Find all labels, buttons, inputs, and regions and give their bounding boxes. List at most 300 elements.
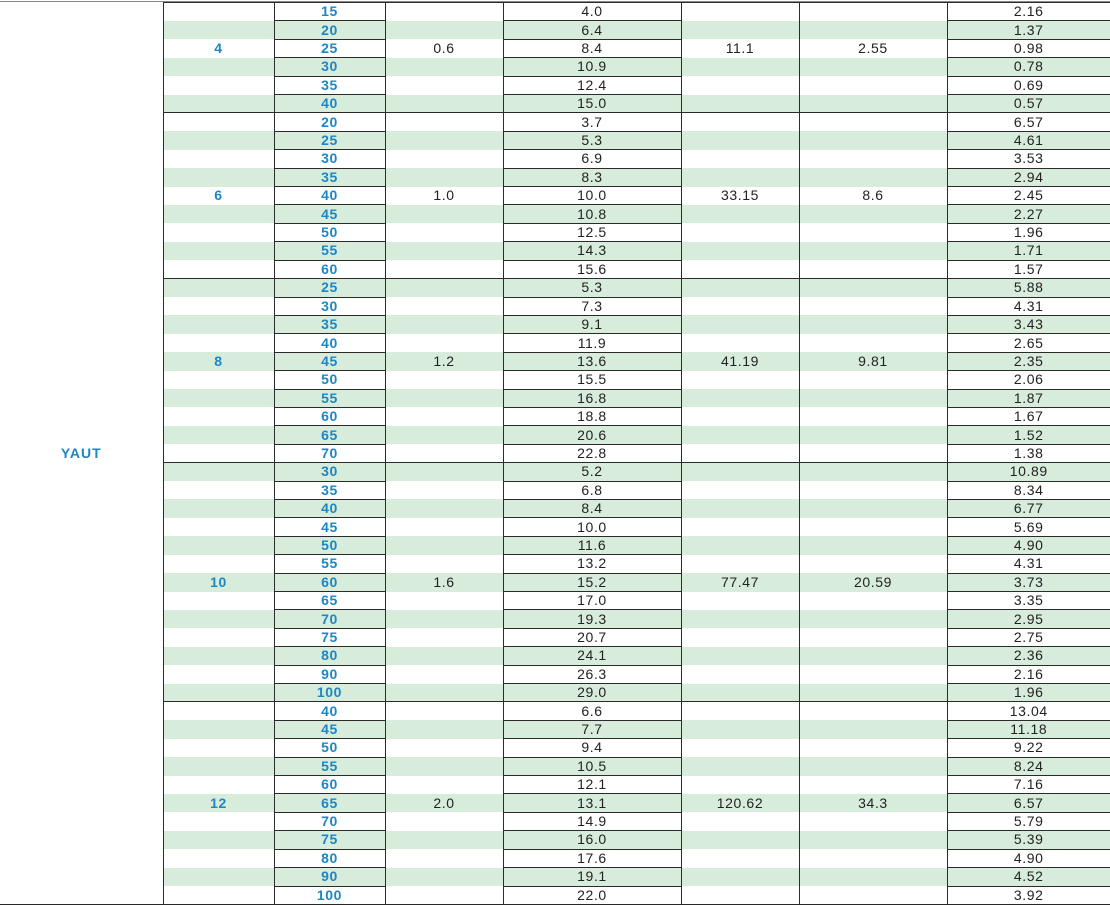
size-cell: 12 [163,794,274,812]
area-cell [681,279,799,297]
area-cell [681,407,799,425]
length-cell: 45 [274,352,385,370]
area-cell [681,131,799,149]
area-cell [681,444,799,462]
load-cell: 10.8 [503,205,681,223]
load-cell: 6.9 [503,150,681,168]
ratio-cell: 5.39 [947,831,1110,849]
pitch-cell [385,592,503,610]
load-cell: 17.0 [503,592,681,610]
pitch-cell [385,812,503,830]
value-cell [799,665,947,683]
pitch-cell [385,297,503,315]
ratio-cell: 3.92 [947,886,1110,904]
ratio-cell: 1.96 [947,684,1110,702]
size-cell [163,168,274,186]
ratio-cell: 8.24 [947,757,1110,775]
table-row [0,463,1110,481]
ratio-cell: 2.95 [947,610,1110,628]
size-cell [163,886,274,904]
load-cell: 22.0 [503,886,681,904]
table-row [0,757,1110,775]
table-row [0,39,1110,57]
pitch-cell [385,260,503,278]
area-cell [681,555,799,573]
size-cell [163,555,274,573]
table-row [0,536,1110,554]
area-cell [681,831,799,849]
ratio-cell: 11.18 [947,720,1110,738]
value-cell [799,849,947,867]
area-cell: 41.19 [681,352,799,370]
value-cell [799,444,947,462]
area-cell [681,3,799,21]
load-cell: 10.5 [503,757,681,775]
length-cell: 55 [274,389,385,407]
length-cell: 20 [274,113,385,131]
load-cell: 9.1 [503,315,681,333]
area-cell [681,739,799,757]
table-row [0,481,1110,499]
value-cell [799,628,947,646]
area-cell [681,812,799,830]
table-row [0,592,1110,610]
load-cell: 6.4 [503,21,681,39]
ratio-cell: 5.79 [947,812,1110,830]
value-cell [799,757,947,775]
pitch-cell [385,76,503,94]
size-cell [163,499,274,517]
ratio-cell: 4.31 [947,297,1110,315]
length-cell: 30 [274,463,385,481]
value-cell [799,260,947,278]
load-cell: 10.9 [503,58,681,76]
size-cell [163,849,274,867]
ratio-cell: 0.69 [947,76,1110,94]
table-row [0,499,1110,517]
length-cell: 50 [274,371,385,389]
length-cell: 65 [274,592,385,610]
area-cell [681,499,799,517]
length-cell: 30 [274,150,385,168]
pitch-cell: 1.6 [385,573,503,591]
size-cell: 10 [163,573,274,591]
length-cell: 35 [274,481,385,499]
value-cell [799,647,947,665]
length-cell: 65 [274,426,385,444]
length-cell: 100 [274,886,385,904]
size-cell [163,536,274,554]
length-cell: 90 [274,665,385,683]
length-cell: 45 [274,720,385,738]
ratio-cell: 1.71 [947,242,1110,260]
table-row [0,573,1110,591]
value-cell [799,868,947,886]
value-cell [799,886,947,904]
table-row [0,628,1110,646]
table-row [0,665,1110,683]
load-cell: 3.7 [503,113,681,131]
table-row [0,205,1110,223]
area-cell [681,113,799,131]
load-cell: 16.0 [503,831,681,849]
ratio-cell: 2.75 [947,628,1110,646]
ratio-cell: 7.16 [947,776,1110,794]
load-cell: 4.0 [503,3,681,21]
table-row [0,150,1110,168]
size-cell [163,297,274,315]
ratio-cell: 2.36 [947,647,1110,665]
size-cell: 8 [163,352,274,370]
size-cell [163,76,274,94]
value-cell [799,776,947,794]
table-row [0,868,1110,886]
table-row [0,720,1110,738]
load-cell: 6.6 [503,702,681,720]
size-cell [163,812,274,830]
ratio-cell: 4.90 [947,849,1110,867]
ratio-cell: 4.31 [947,555,1110,573]
size-cell: 6 [163,187,274,205]
value-cell: 34.3 [799,794,947,812]
table-row [0,260,1110,278]
ratio-cell: 4.90 [947,536,1110,554]
load-cell: 15.0 [503,95,681,113]
load-cell: 13.6 [503,352,681,370]
value-cell [799,555,947,573]
table-row [0,812,1110,830]
size-cell [163,58,274,76]
pitch-cell [385,168,503,186]
ratio-cell: 2.27 [947,205,1110,223]
length-cell: 60 [274,407,385,425]
load-cell: 11.9 [503,334,681,352]
spec-table-body [0,3,1110,905]
length-cell: 55 [274,555,385,573]
ratio-cell: 2.65 [947,334,1110,352]
ratio-cell: 2.16 [947,665,1110,683]
length-cell: 45 [274,205,385,223]
load-cell: 17.6 [503,849,681,867]
load-cell: 6.8 [503,481,681,499]
table-row [0,113,1110,131]
length-cell: 30 [274,297,385,315]
length-cell: 40 [274,334,385,352]
value-cell [799,334,947,352]
pitch-cell: 1.2 [385,352,503,370]
value-cell [799,592,947,610]
load-cell: 15.2 [503,573,681,591]
ratio-cell: 3.43 [947,315,1110,333]
length-cell: 60 [274,260,385,278]
area-cell [681,242,799,260]
area-cell [681,334,799,352]
ratio-cell: 2.06 [947,371,1110,389]
ratio-cell: 9.22 [947,739,1110,757]
area-cell [681,684,799,702]
ratio-cell: 2.45 [947,187,1110,205]
area-cell [681,592,799,610]
table-row [0,444,1110,462]
value-cell [799,113,947,131]
area-cell [681,886,799,904]
area-cell [681,868,799,886]
value-cell [799,831,947,849]
load-cell: 19.1 [503,868,681,886]
value-cell [799,168,947,186]
ratio-cell: 2.16 [947,3,1110,21]
ratio-cell: 1.37 [947,21,1110,39]
area-cell [681,720,799,738]
table-row [0,95,1110,113]
load-cell: 12.1 [503,776,681,794]
table-row [0,131,1110,149]
pitch-cell [385,499,503,517]
pitch-cell [385,389,503,407]
ratio-cell: 1.87 [947,389,1110,407]
area-cell [681,76,799,94]
pitch-cell [385,555,503,573]
value-cell: 9.81 [799,352,947,370]
table-row [0,610,1110,628]
value-cell [799,720,947,738]
size-cell [163,481,274,499]
area-cell [681,702,799,720]
pitch-cell [385,223,503,241]
table-row [0,407,1110,425]
area-cell [681,297,799,315]
length-cell: 45 [274,518,385,536]
pitch-cell [385,407,503,425]
table-row [0,849,1110,867]
length-cell: 55 [274,757,385,775]
load-cell: 24.1 [503,647,681,665]
size-cell [163,407,274,425]
area-cell [681,21,799,39]
area-cell [681,371,799,389]
pitch-cell [385,371,503,389]
length-cell: 30 [274,58,385,76]
value-cell [799,518,947,536]
value-cell [799,407,947,425]
area-cell [681,518,799,536]
value-cell [799,610,947,628]
size-cell [163,95,274,113]
size-cell [163,518,274,536]
pitch-cell [385,831,503,849]
length-cell: 40 [274,702,385,720]
ratio-cell: 1.57 [947,260,1110,278]
value-cell [799,315,947,333]
table-row [0,684,1110,702]
size-cell [163,628,274,646]
length-cell: 35 [274,76,385,94]
size-cell [163,684,274,702]
size-cell [163,371,274,389]
area-cell [681,205,799,223]
pitch-cell [385,58,503,76]
length-cell: 20 [274,21,385,39]
table-row [0,739,1110,757]
pitch-cell [385,95,503,113]
area-cell [681,463,799,481]
value-cell [799,242,947,260]
size-cell [163,260,274,278]
pitch-cell [385,536,503,554]
length-cell: 25 [274,279,385,297]
table-row [0,279,1110,297]
size-cell [163,463,274,481]
value-cell [799,702,947,720]
length-cell: 35 [274,168,385,186]
value-cell [799,812,947,830]
area-cell [681,849,799,867]
series-label: YAUT [0,3,163,905]
area-cell [681,426,799,444]
area-cell [681,260,799,278]
value-cell [799,150,947,168]
area-cell [681,58,799,76]
table-row [0,371,1110,389]
load-cell: 14.9 [503,812,681,830]
pitch-cell [385,334,503,352]
ratio-cell: 5.88 [947,279,1110,297]
length-cell: 75 [274,628,385,646]
length-cell: 50 [274,223,385,241]
value-cell [799,739,947,757]
length-cell: 100 [274,684,385,702]
size-cell [163,3,274,21]
value-cell: 2.55 [799,39,947,57]
table-row [0,297,1110,315]
area-cell [681,610,799,628]
ratio-cell: 3.53 [947,150,1110,168]
value-cell [799,536,947,554]
load-cell: 26.3 [503,665,681,683]
value-cell: 20.59 [799,573,947,591]
pitch-cell [385,3,503,21]
length-cell: 80 [274,849,385,867]
load-cell: 20.7 [503,628,681,646]
pitch-cell [385,131,503,149]
size-cell [163,223,274,241]
table-row [0,426,1110,444]
size-cell: 4 [163,39,274,57]
pitch-cell [385,444,503,462]
area-cell [681,315,799,333]
pitch-cell: 2.0 [385,794,503,812]
value-cell [799,131,947,149]
pitch-cell [385,739,503,757]
value-cell [799,684,947,702]
pitch-cell [385,113,503,131]
load-cell: 15.6 [503,260,681,278]
ratio-cell: 2.35 [947,352,1110,370]
size-cell [163,776,274,794]
value-cell [799,297,947,315]
load-cell: 18.8 [503,407,681,425]
size-cell [163,242,274,260]
table-row [0,776,1110,794]
size-cell [163,757,274,775]
ratio-cell: 6.77 [947,499,1110,517]
ratio-cell: 3.73 [947,573,1110,591]
table-row [0,187,1110,205]
size-cell [163,21,274,39]
pitch-cell: 1.0 [385,187,503,205]
value-cell [799,21,947,39]
size-cell [163,739,274,757]
pitch-cell [385,315,503,333]
table-row [0,168,1110,186]
length-cell: 70 [274,812,385,830]
area-cell: 77.47 [681,573,799,591]
ratio-cell: 1.67 [947,407,1110,425]
size-cell [163,868,274,886]
load-cell: 13.1 [503,794,681,812]
pitch-cell [385,684,503,702]
table-row [0,886,1110,904]
ratio-cell: 0.78 [947,58,1110,76]
area-cell [681,647,799,665]
table-row [0,555,1110,573]
value-cell [799,58,947,76]
area-cell [681,168,799,186]
area-cell [681,95,799,113]
area-cell [681,150,799,168]
length-cell: 60 [274,573,385,591]
length-cell: 65 [274,794,385,812]
ratio-cell: 3.35 [947,592,1110,610]
load-cell: 8.4 [503,39,681,57]
load-cell: 9.4 [503,739,681,757]
ratio-cell: 4.52 [947,868,1110,886]
value-cell [799,279,947,297]
table-row [0,223,1110,241]
area-cell [681,776,799,794]
table-row [0,831,1110,849]
size-cell [163,831,274,849]
load-cell: 10.0 [503,518,681,536]
pitch-cell: 0.6 [385,39,503,57]
ratio-cell: 13.04 [947,702,1110,720]
area-cell: 33.15 [681,187,799,205]
table-row [0,242,1110,260]
ratio-cell: 1.96 [947,223,1110,241]
length-cell: 40 [274,499,385,517]
ratio-cell: 4.61 [947,131,1110,149]
length-cell: 40 [274,95,385,113]
table-row [0,3,1110,21]
value-cell [799,95,947,113]
value-cell [799,463,947,481]
area-cell [681,757,799,775]
pitch-cell [385,665,503,683]
load-cell: 20.6 [503,426,681,444]
table-row [0,647,1110,665]
load-cell: 10.0 [503,187,681,205]
area-cell: 120.62 [681,794,799,812]
ratio-cell: 6.57 [947,794,1110,812]
pitch-cell [385,481,503,499]
load-cell: 19.3 [503,610,681,628]
table-row [0,58,1110,76]
load-cell: 12.4 [503,76,681,94]
pitch-cell [385,21,503,39]
table-row [0,315,1110,333]
pitch-cell [385,518,503,536]
value-cell [799,426,947,444]
